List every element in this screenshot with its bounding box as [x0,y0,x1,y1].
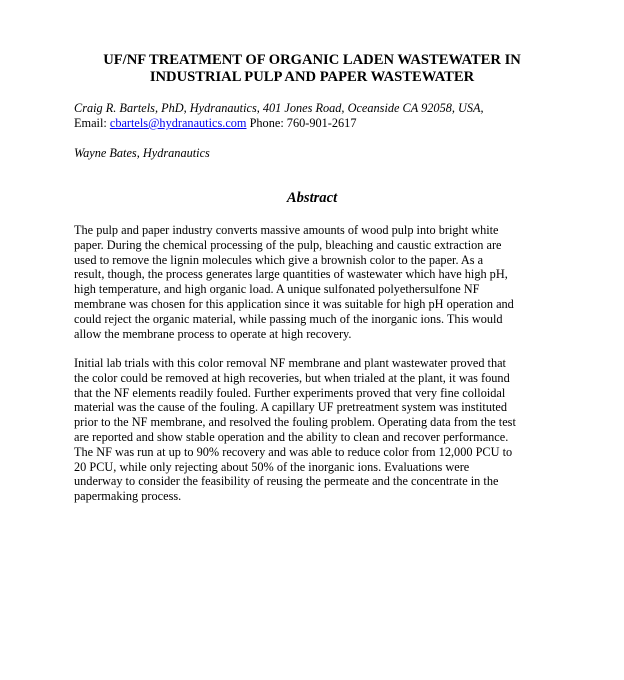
author-contact-line [74,116,594,131]
paper-title-line-1: UF/NF TREATMENT OF ORGANIC LADEN WASTEWATER IN [103,52,521,68]
abstract-line: The NF was run at up to 90% recovery and was able to reduce color from 12,000 PCU to [74,444,513,459]
author-affiliation-primary: Craig R. Bartels, PhD, Hydranautics, 401 Jones Road, Oceanside CA 92058, USA, [74,101,484,115]
abstract-line: 20 PCU, while only rejecting about 50% of the inorganic ions. Evaluations were [74,459,470,474]
paper-title [40,52,584,86]
abstract-paragraph-2 [74,356,544,504]
abstract-line: could reject the organic material, while passing much of the inorganic ions. This would [74,311,503,326]
abstract-line: The pulp and paper industry converts massive amounts of wood pulp into bright white [74,223,499,237]
abstract-line: papermaking process. [74,489,182,504]
abstract-line: membrane was chosen for this application since it was suitable for high pH operation and [74,296,514,311]
paper-title-line-2: INDUSTRIAL PULP AND PAPER WASTEWATER [149,69,475,85]
abstract-heading: Abstract [286,190,338,206]
abstract-line: underway to consider the feasibility of reusing the permeate and the concentrate in the [74,474,499,489]
email-label: Email: [74,116,110,130]
phone-text: Phone: 760-901-2617 [246,116,357,130]
author-block-secondary [74,146,594,161]
abstract-line: prior to the NF membrane, and resolved the fouling problem. Operating data from the test [74,415,516,430]
abstract-line: material was the cause of the fouling. A capillary UF pretreatment system was instituted [74,400,508,415]
abstract-line: result, though, the process generates large quantities of wastewater which have high pH, [74,267,508,282]
abstract-line: the color could be removed at high recoveries, but when trialed at the plant, it was found [74,370,510,385]
abstract-line: paper. During the chemical processing of the pulp, bleaching and caustic extraction are [74,237,502,252]
abstract-line: used to remove the lignin molecules which give a brownish color to the paper. As a [74,252,484,267]
abstract-line: Initial lab trials with this color removal NF membrane and plant wastewater proved that [74,356,506,370]
author-block-primary [74,101,594,131]
abstract-line: high temperature, and high organic load. A unique sulfonated polyethersulfone NF [74,282,480,297]
email-link[interactable]: cbartels@hydranautics.com [109,116,247,130]
abstract-line: are reported and show stable operation and the ability to clean and recover performance. [74,429,509,444]
abstract-paragraph-1 [74,223,544,341]
abstract-line: allow the membrane process to operate at high recovery. [74,326,352,341]
abstract-line: that the NF elements readily fouled. Further experiments proved that very fine colloidal [74,385,506,400]
author-affiliation-secondary: Wayne Bates, Hydranautics [74,146,210,160]
